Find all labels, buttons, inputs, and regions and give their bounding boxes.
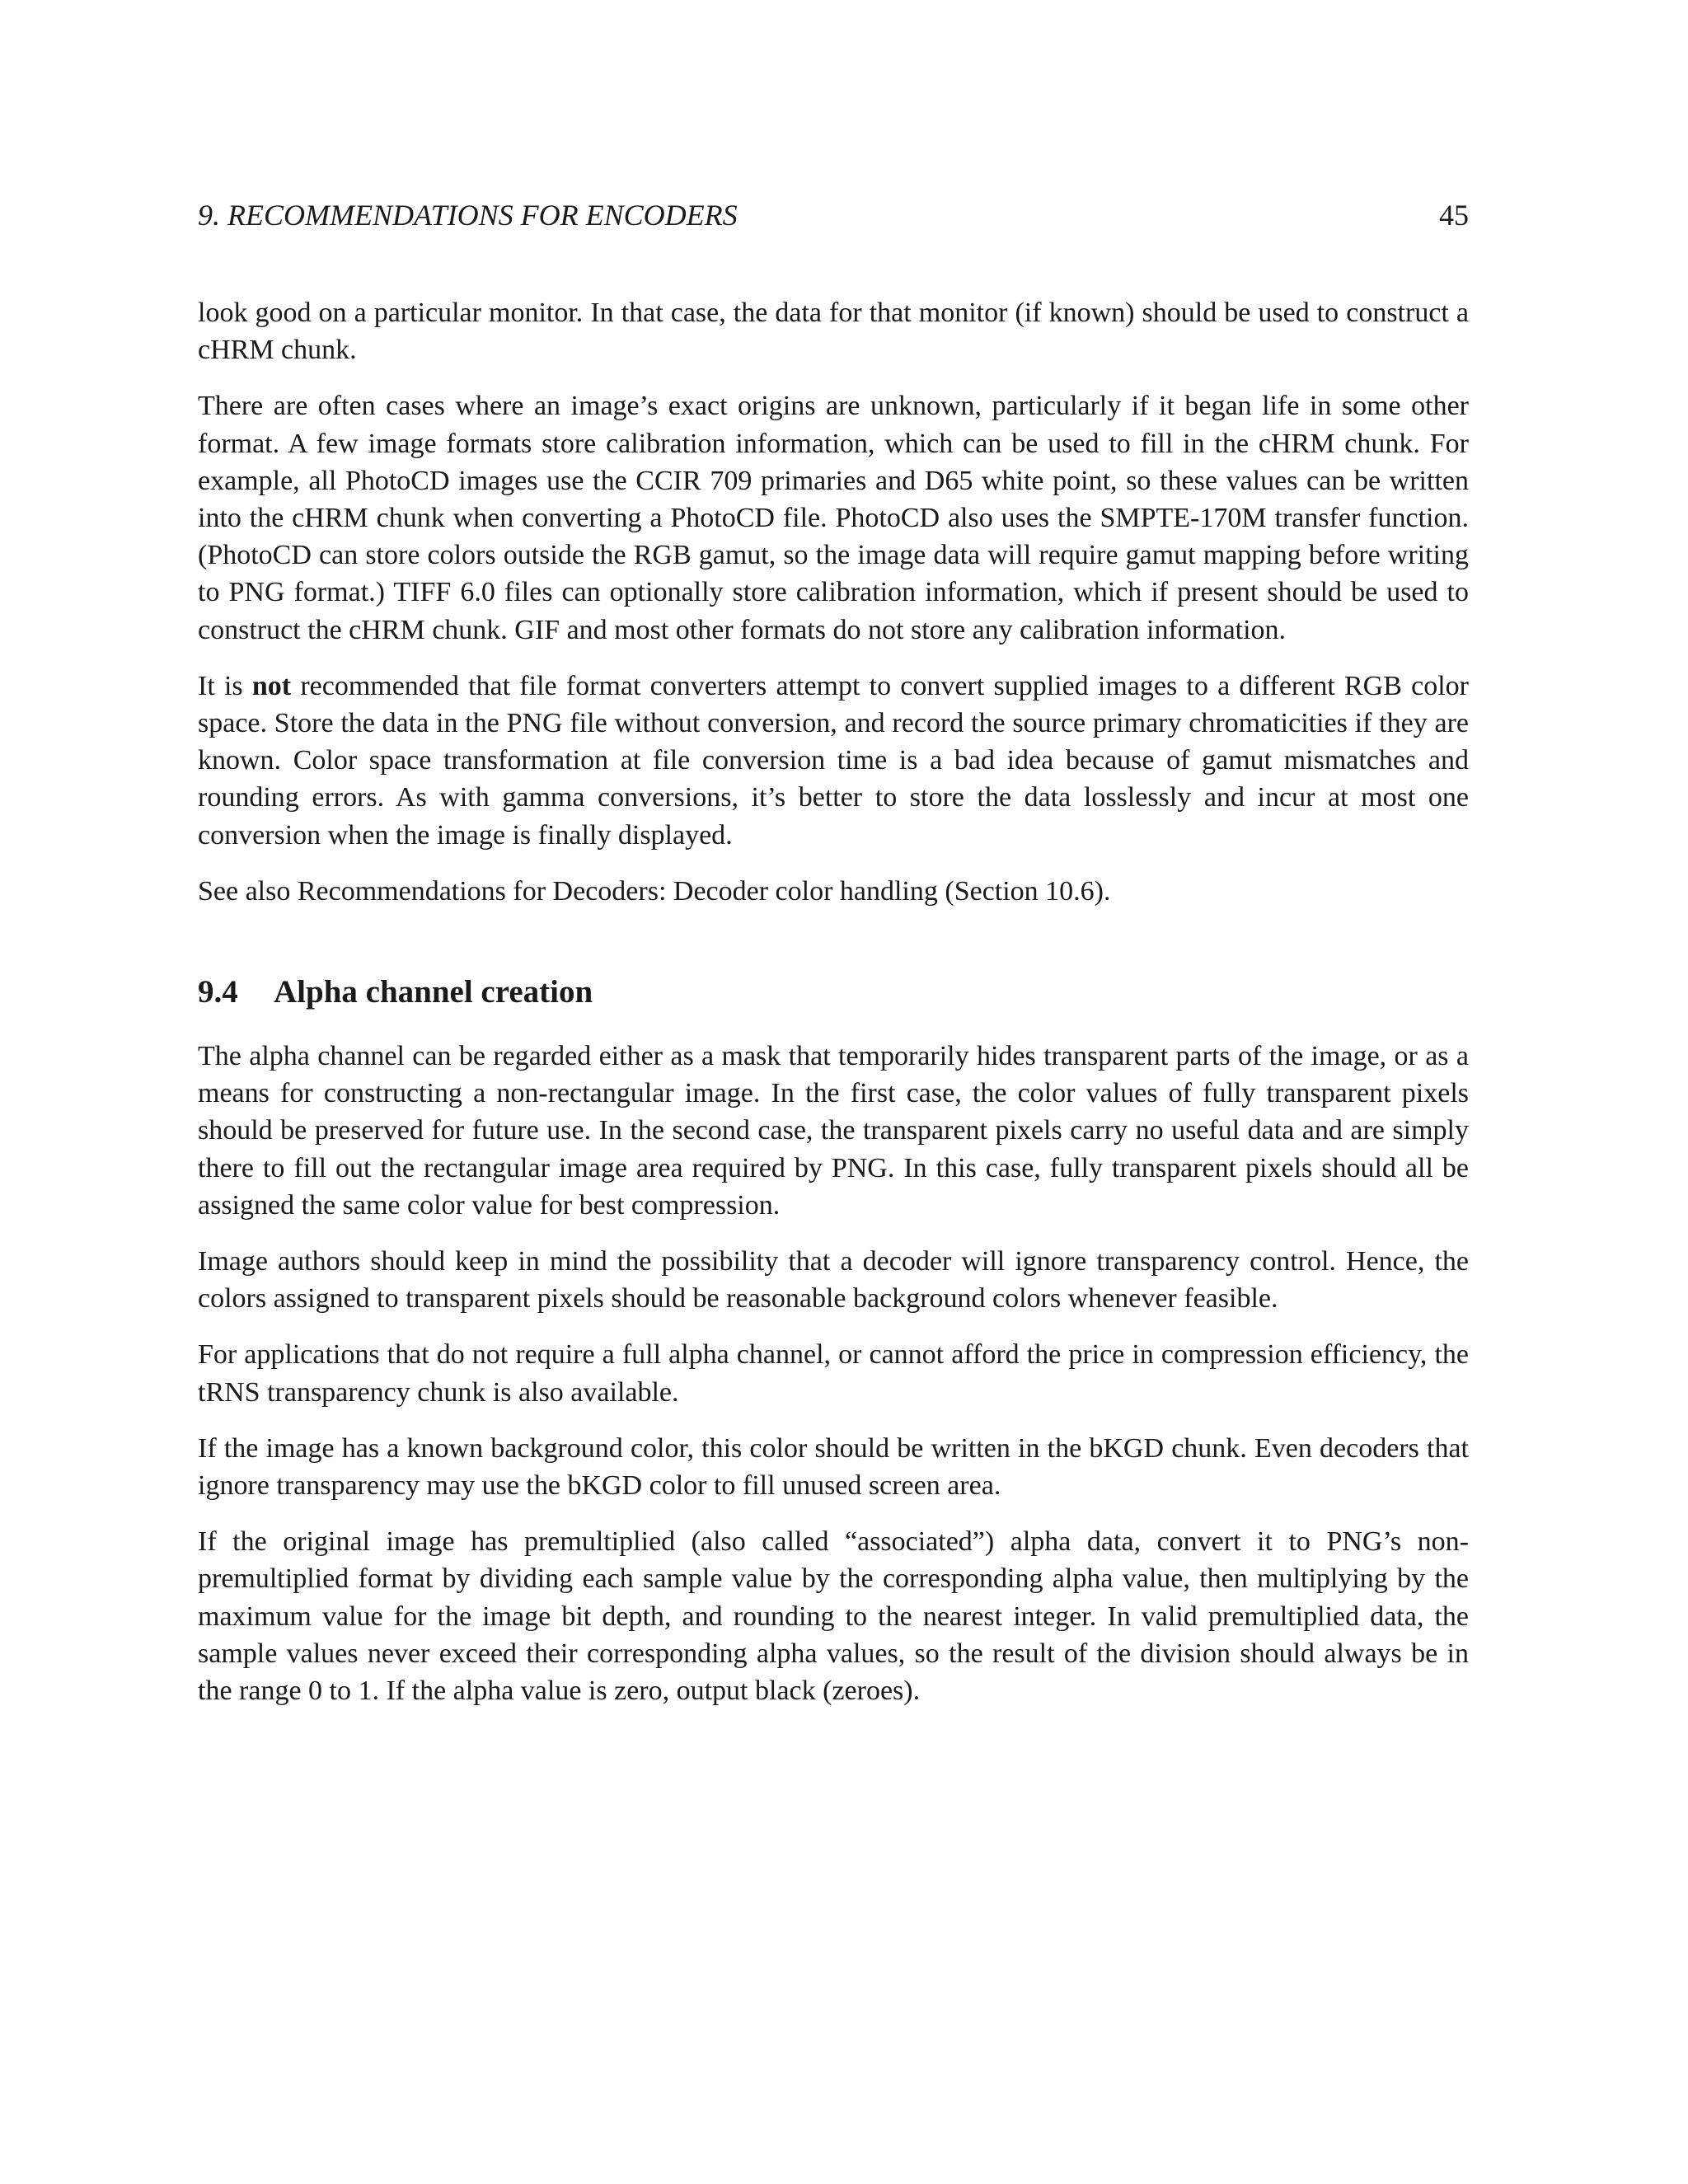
paragraph: look good on a particular monitor. In that case, the data for that monitor (if known) should be used to construct a cHRM chunk. bbox=[198, 298, 1469, 366]
body-text bbox=[198, 294, 1469, 1728]
paragraph: The alpha channel can be regarded either as a mask that temporarily hides transparent parts of the image, or as a means for constructing a non-rectangular image. In the first case, the color values of fully transparent pixels should be preserved for future use. In the second case, the transparent pixels carry no useful data and are simply there to fill out the rectangular image area required by PNG. In this case, fully transparent pixels should all be assigned the same color value for best compression. bbox=[198, 1041, 1469, 1221]
paragraph-text: It is bbox=[198, 670, 252, 701]
paragraph: If the original image has premultiplied (also called “associated”) alpha data, convert it to PNG’s nonpremultiplied format by dividing each sample value by the corresponding alpha value, then multiplying by the maximum value for the image bit depth, and rounding to the nearest integer. In valid premultiplied data, the sample values never exceed their corresponding alpha values, so the result of the division should always be in the range 0 to 1. If the alpha value is zero, output black (zeroes). bbox=[198, 1526, 1469, 1707]
chapter-title: 9. RECOMMENDATIONS FOR ENCODERS bbox=[198, 199, 738, 232]
paragraph: There are often cases where an image’s exact origins are unknown, particularly if it began life in some other format. A few image formats store calibration information, which can be used to fill in the cHRM chunk. For example, all PhotoCD images use the CCIR 709 primaries and D65 white point, so these values can be written into the cHRM chunk when converting a PhotoCD file. PhotoCD also uses the SMPTE-170M transfer function. (PhotoCD can store colors outside the RGB gamut, so the image data will require gamut mapping before writing to PNG format.) TIFF 6.0 files can optionally store calibration information, which if present should be used to construct the cHRM chunk. GIF and most other formats do not store any calibration information. bbox=[198, 391, 1469, 645]
section-number: 9.4 bbox=[198, 974, 238, 1010]
emphasis-not: not bbox=[251, 670, 292, 701]
page-number: 45 bbox=[1439, 199, 1469, 232]
section-title: Alpha channel creation bbox=[274, 974, 593, 1010]
paragraph-not-recommended bbox=[198, 668, 1469, 854]
running-header bbox=[198, 198, 1469, 239]
paragraph: If the image has a known background color, this color should be written in the bKGD chunk. Even decoders that ignore transparency may use the bKGD color to fill unused screen area. bbox=[198, 1432, 1469, 1502]
paragraph: Image authors should keep in mind the possibility that a decoder will ignore transparency control. Hence, the colors assigned to transparent pixels should be reasonable background colors whenever feasible. bbox=[198, 1246, 1469, 1315]
paragraph-text: recommended that file format converters attempt to convert supplied images to a different RGB color space. Store the data in the PNG file without conversion, and record the source primary chromaticities if they are known. Color space transformation at file conversion time is a bad idea because of gamut mismatches and rounding errors. As with gamma conversions, it’s better to store the data losslessly and incur at most one conversion when the image is finally displayed. bbox=[198, 670, 1469, 851]
section-heading bbox=[198, 972, 1469, 1013]
see-also-paragraph: See also Recommendations for Decoders: Decoder color handling (Section 10.6). bbox=[198, 875, 1111, 907]
paragraph: For applications that do not require a full alpha channel, or cannot afford the price in compression efficiency, the tRNS transparency chunk is also available. bbox=[198, 1339, 1469, 1408]
